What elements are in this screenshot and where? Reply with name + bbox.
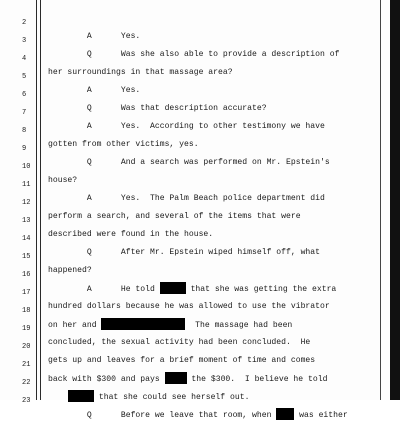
line-text: perform a search, and several of the items that were: [48, 212, 301, 221]
line-text: happened?: [48, 266, 92, 275]
line-text: A Yes. The Palm Beach police department did: [48, 194, 325, 203]
line-text: A Yes.: [48, 32, 141, 41]
line-text: described were found in the house.: [48, 230, 214, 239]
line-text: Q After Mr. Epstein wiped himself off, what: [48, 248, 320, 257]
line-number: 22: [22, 379, 31, 387]
redaction-box: [276, 408, 294, 420]
line-text: her surroundings in that massage area?: [48, 68, 233, 77]
line-number: 9: [22, 145, 27, 153]
transcript-line: [0, 2, 380, 41]
line-text: gets up and leaves for a brief moment of time and comes: [48, 356, 316, 365]
line-number: 21: [22, 361, 31, 369]
line-number: 13: [22, 217, 31, 225]
line-number: 23: [22, 397, 31, 405]
line-number: 8: [22, 127, 27, 135]
line-number: 17: [22, 289, 31, 297]
line-text-before-redaction: A He told: [48, 285, 160, 294]
line-text-after-redaction: was either: [294, 411, 348, 420]
line-text-after-redaction: the $300. I believe he told: [186, 375, 328, 384]
line-text: gotten from other victims, yes.: [48, 140, 199, 149]
line-text: A Yes.: [48, 86, 141, 95]
line-text-after-redaction: that she was getting the extra: [185, 285, 337, 294]
line-number: 19: [22, 325, 31, 333]
line-text-before-redaction: back with $300 and pays: [48, 375, 165, 384]
line-text-after-redaction: that she could see herself out.: [94, 393, 250, 402]
line-text: A Yes. According to other testimony we have: [48, 122, 325, 131]
line-number: 3: [22, 37, 27, 45]
line-number: 14: [22, 235, 31, 243]
line-number: 7: [22, 109, 27, 117]
line-text: house?: [48, 176, 78, 185]
right-margin-rule: [380, 0, 381, 400]
line-text-after-redaction: The massage had been: [185, 321, 293, 330]
page-edge-shadow: [390, 0, 400, 400]
line-text: concluded, the sexual activity had been concluded. He: [48, 338, 311, 347]
line-text: [48, 408, 348, 423]
line-number: 20: [22, 343, 31, 351]
line-number: 11: [22, 181, 31, 189]
line-number: 4: [22, 55, 27, 63]
line-number: 12: [22, 199, 31, 207]
line-text: hundred dollars because he was allowed to use the vibrator: [48, 302, 330, 311]
line-text: Q Was she also able to provide a description of: [48, 50, 340, 59]
line-number: 5: [22, 73, 27, 81]
line-number: 15: [22, 253, 31, 261]
line-number: 18: [22, 307, 31, 315]
line-number: 2: [22, 19, 27, 27]
line-number: 16: [22, 271, 31, 279]
line-text-before-redaction: on her and: [48, 321, 102, 330]
line-number: 10: [22, 163, 31, 171]
line-text: Q Was that description accurate?: [48, 104, 267, 113]
line-text: Q And a search was performed on Mr. Epstein's: [48, 158, 330, 167]
line-number: 6: [22, 91, 27, 99]
line-text-before-redaction: Q Before we leave that room, when: [48, 411, 277, 420]
